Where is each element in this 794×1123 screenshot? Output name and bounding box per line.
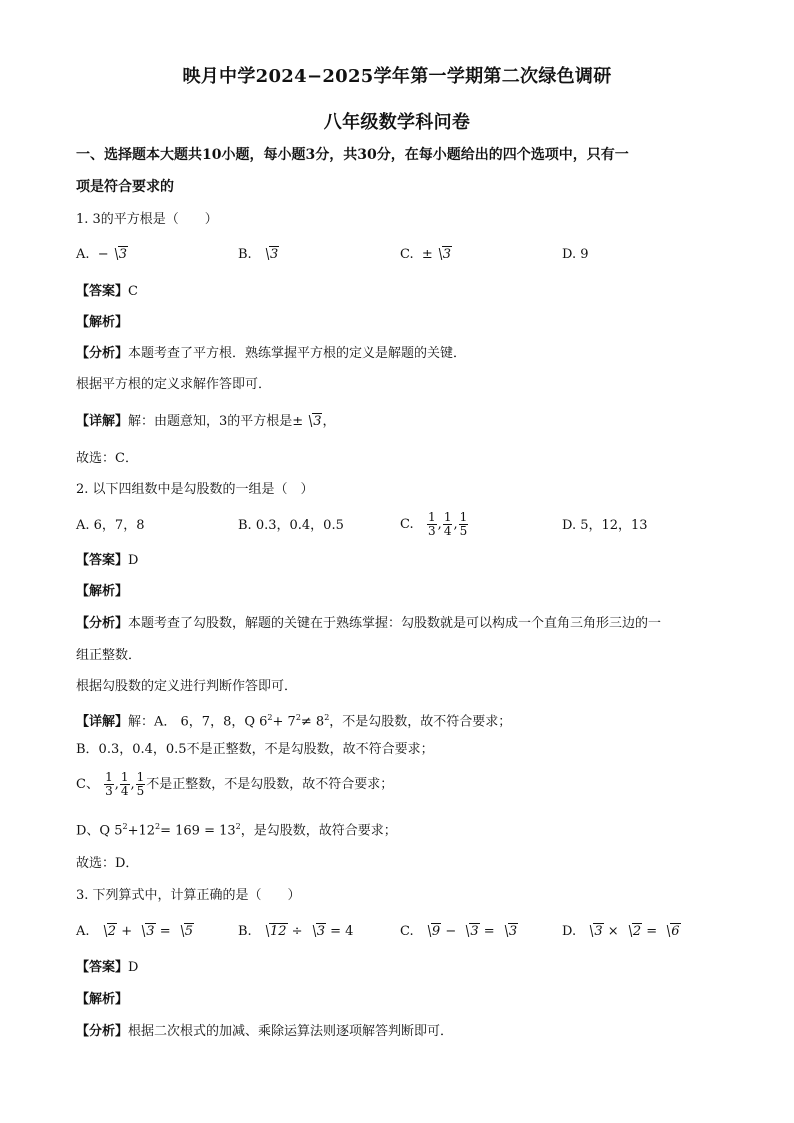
q1-analysis-heading: 【解析】 bbox=[76, 315, 129, 330]
q1-option-a: A. − 3 bbox=[76, 245, 128, 265]
q2-detail-c: C、 $\frac{1}{3}$ , $\frac{1}{4}$ , $\frac{1}{5}$ 不是正整数，不是勾股数，故不符合要求； bbox=[76, 770, 394, 798]
q2-answer: 【答案】D bbox=[76, 553, 139, 568]
q2-fenxi: 【分析】本题考查了勾股数，解题的关键在于熟练掌握：勾股数就是可以构成一个直角三角形三边的一 bbox=[76, 616, 662, 631]
q1-result: 故选：C． bbox=[76, 451, 138, 466]
q3-answer: 【答案】D bbox=[76, 960, 139, 975]
q1-detail: 【详解】解：由题意知，3的平方根是± 3， bbox=[76, 412, 335, 432]
q2-method: 根据勾股数的定义进行判断作答即可． bbox=[76, 679, 298, 694]
q3-fenxi: 【分析】根据二次根式的加减、乘除运算法则逐项解答判断即可． bbox=[76, 1024, 454, 1039]
q2-fenxi-cont: 组正整数． bbox=[76, 648, 142, 663]
q1-option-d: D. 9 bbox=[562, 247, 589, 262]
q2-result: 故选：D． bbox=[76, 856, 139, 871]
q2-analysis-heading: 【解析】 bbox=[76, 584, 129, 599]
q1-fenxi: 【分析】本题考查了平方根．熟练掌握平方根的定义是解题的关键． bbox=[76, 346, 467, 361]
question-2-stem: 2. 以下四组数中是勾股数的一组是（ ） bbox=[76, 482, 314, 497]
q2-detail-a: 【详解】解：A． 6，7，8，Q $6^2+ 7^2\ne 8^2$，不是勾股数，故不符合要求； bbox=[76, 713, 512, 730]
section-heading-cont: 项是符合要求的 bbox=[76, 179, 174, 195]
q3-option-b: B. 12 ÷ 3 = 4 bbox=[238, 922, 353, 942]
q2-option-b: B. 0.3，0.4，0.5 bbox=[238, 518, 344, 533]
exam-subtitle: 八年级数学科问卷 bbox=[323, 112, 471, 133]
question-3-stem: 3. 下列算式中，计算正确的是（ ） bbox=[76, 888, 301, 903]
q1-method: 根据平方根的定义求解作答即可． bbox=[76, 377, 272, 392]
q2-detail-d: D、Q $5^2+12^2= 169 = 13^2$，是勾股数，故符合要求； bbox=[76, 822, 397, 839]
section-heading: 一、选择题本大题共10小题，每小题3分，共30分，在每小题给出的四个选项中，只有一 bbox=[76, 147, 629, 163]
q2-option-d: D. 5，12，13 bbox=[562, 518, 648, 533]
q3-option-a: A. 2 + 3 = 5 bbox=[76, 922, 194, 942]
q3-option-c: C. 9 − 3 = 3 bbox=[400, 922, 518, 942]
q2-option-c: C. $\frac{1}{3}$ , $\frac{1}{4}$ , $\frac{1}{5}$ bbox=[400, 510, 468, 538]
question-1-stem: 1. 3的平方根是（ ） bbox=[76, 212, 218, 227]
exam-title: 映月中学2024−2025学年第一学期第二次绿色调研 bbox=[182, 66, 612, 87]
q3-option-d: D. 3 × 2 = 6 bbox=[562, 922, 681, 942]
q2-detail-b: B．0.3，0.4，0.5不是正整数，不是勾股数，故不符合要求； bbox=[76, 742, 434, 757]
q1-option-b: B. 3 bbox=[238, 245, 279, 265]
q3-analysis-heading: 【解析】 bbox=[76, 992, 129, 1007]
q1-answer: 【答案】C bbox=[76, 284, 138, 299]
q1-option-c: C. ± 3 bbox=[400, 245, 452, 265]
q2-option-a: A. 6，7，8 bbox=[76, 518, 145, 533]
